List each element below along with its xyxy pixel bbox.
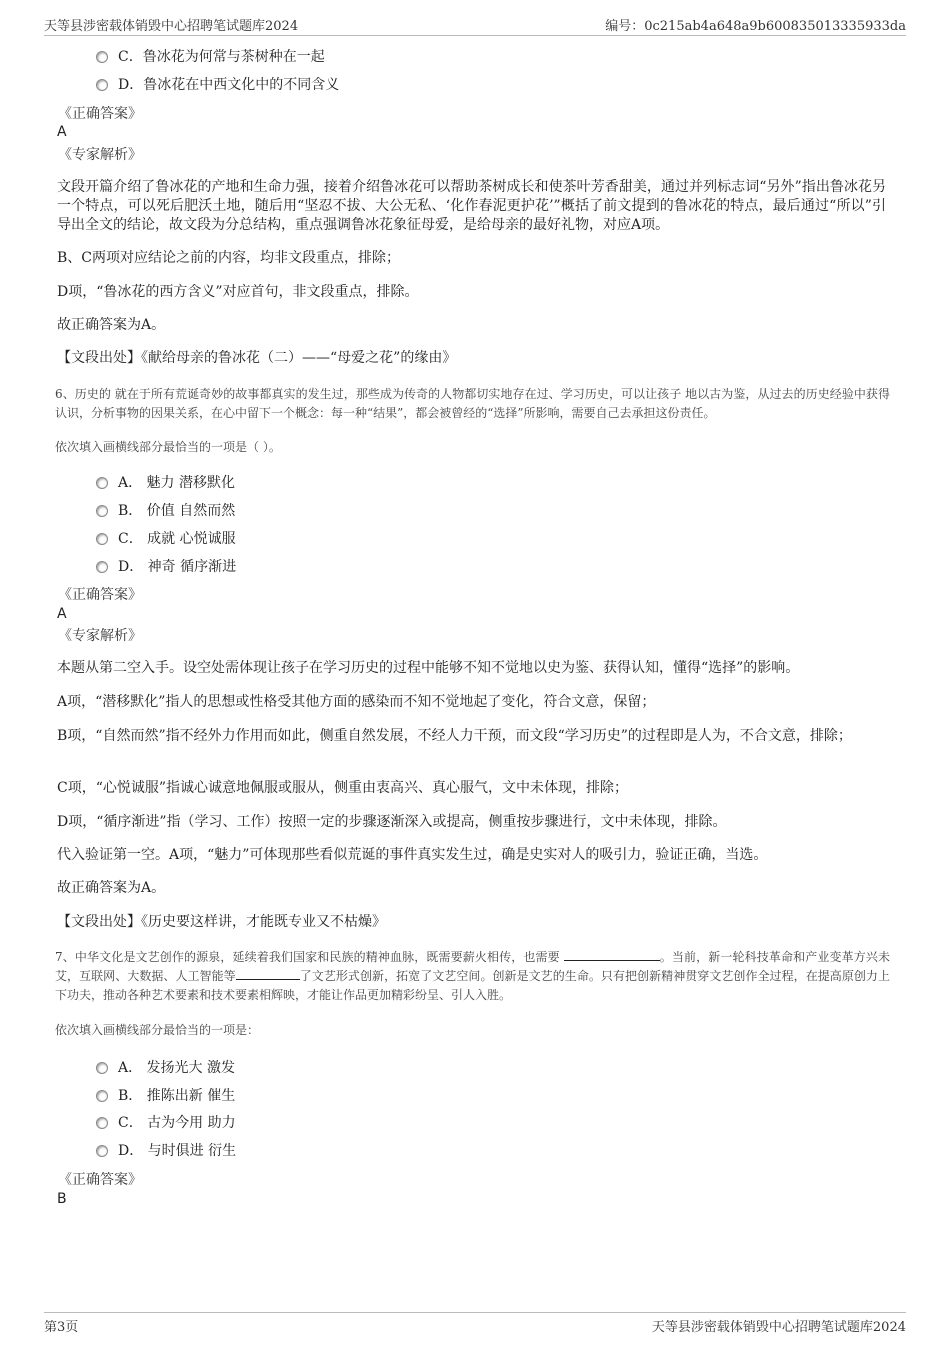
q7-option-b[interactable]: B． 推陈出新 催生 (96, 1086, 235, 1106)
q6-analysis-c: C项，“心悦诚服”指诚心诚意地佩服或服从，侧重由衷高兴、真心服气，文中未体现，排除； (57, 780, 629, 796)
q7-answer-label: 《正确答案》 (58, 1172, 142, 1188)
q5-option-c[interactable]: C．鲁冰花为何常与茶树种在一起 (96, 47, 325, 67)
q6-analysis-b: B项，“自然而然”指不经外力作用而如此，侧重自然发展，不经人力干预，而文段“学习历史”的过程即是人为，不合文意，排除； (57, 728, 852, 744)
q6-analysis-intro: 本题从第二空入手。设空处需体现让孩子在学习历史的过程中能够不知不觉地以史为鉴、获得认知，懂得“选择”的影响。 (57, 660, 800, 676)
q6-answer: A (57, 606, 67, 622)
q5-conclusion: 故正确答案为A。 (57, 317, 166, 333)
q7-option-a[interactable]: A． 发扬光大 激发 (96, 1058, 235, 1078)
radio-icon[interactable] (96, 1117, 108, 1129)
radio-icon[interactable] (96, 79, 108, 91)
q6-source: 【文段出处】《历史要这样讲，才能既专业又不枯燥》 (57, 914, 386, 930)
q7-prompt: 依次填入画横线部分最恰当的一项是： (55, 1023, 260, 1037)
header-title: 天等县涉密载体销毁中心招聘笔试题库2024 (44, 19, 299, 34)
q6-option-d[interactable]: D． 神奇 循序渐进 (96, 557, 236, 577)
radio-icon[interactable] (96, 477, 108, 489)
page-header (44, 13, 906, 36)
radio-icon[interactable] (96, 1062, 108, 1074)
page-footer (44, 1312, 906, 1335)
radio-icon[interactable] (96, 533, 108, 545)
radio-icon[interactable] (96, 1090, 108, 1102)
q7-stem: 7、中华文化是文艺创作的源泉，延续着我们国家和民族的精神血脉，既需要薪火相传，也需要 。当前，新一轮科技革命和产业变革方兴未艾，互联网、大数据、人工智能等 了文艺形式创新，拓宽了文艺空间。创新是文艺的生命。只有把创新精神贯穿文艺创作全过程，在提高原创力上下功夫，推动各种艺术要素和技术要素相辉映，才能让作品更加精彩纷呈、引人入胜。 (55, 950, 890, 1002)
q5-source: 【文段出处】《献给母亲的鲁冰花（二）——“母爱之花”的缘由》 (57, 350, 457, 366)
q5-option-d[interactable]: D．鲁冰花在中西文化中的不同含义 (96, 75, 339, 95)
page-number: 第3页 (44, 1320, 79, 1335)
q6-option-b[interactable]: B． 价值 自然而然 (96, 501, 235, 521)
q7-option-d[interactable]: D． 与时俱进 衍生 (96, 1141, 236, 1161)
q5-analysis-main: 文段开篇介绍了鲁冰花的产地和生命力强，接着介绍鲁冰花可以帮助茶树成长和使茶叶芳香甜美，通过并列标志词“另外”指出鲁冰花另一个特点，可以死后肥沃土地，随后用“坚忍不拔、大公无私、‘化作春泥更护花’”概括了前文提到的鲁冰花的特点，最后通过“所以”引导出全文的结论，故文段为分总结构，重点强调鲁冰花象征母爱，是给母亲的最好礼物，对应A项。 (57, 179, 886, 233)
q6-prompt: 依次填入画横线部分最恰当的一项是（ ）。 (55, 440, 281, 454)
q7-blank-2 (236, 968, 300, 980)
header-serial: 编号：0c215ab4a648a9b600835013335933da (605, 19, 906, 34)
q7-option-c[interactable]: C． 古为今用 助力 (96, 1113, 236, 1133)
q6-stem: 6、历史的 就在于所有荒诞奇妙的故事都真实的发生过，那些成为传奇的人物都切实地存在过、学习历史，可以让孩子 地以古为鉴，从过去的历史经验中获得认识，分析事物的因果关系，在心中留下一个概念：每一种“结果”，都会被曾经的“选择”所影响，需要自己去承担这份责任。 (55, 387, 890, 420)
footer-title: 天等县涉密载体销毁中心招聘笔试题库2024 (651, 1320, 906, 1335)
radio-icon[interactable] (96, 561, 108, 573)
q5-analysis-d: D项，“鲁冰花的西方含义”对应首句，非文段重点，排除。 (57, 284, 419, 300)
q6-option-c[interactable]: C． 成就 心悦诚服 (96, 529, 236, 549)
q7-blank-1 (564, 949, 660, 961)
q5-analysis-label: 《专家解析》 (58, 147, 142, 163)
q6-answer-label: 《正确答案》 (58, 587, 142, 603)
q6-option-a[interactable]: A． 魅力 潜移默化 (96, 473, 235, 493)
q7-answer: B (57, 1191, 67, 1207)
q6-conclusion: 故正确答案为A。 (57, 880, 166, 896)
q6-analysis-d: D项，“循序渐进”指（学习、工作）按照一定的步骤逐渐深入或提高，侧重按步骤进行，文中未体现，排除。 (57, 814, 727, 830)
q6-verify: 代入验证第一空。A项，“魅力”可体现那些看似荒诞的事件真实发生过，确是史实对人的吸引力，验证正确，当选。 (57, 847, 768, 863)
radio-icon[interactable] (96, 505, 108, 517)
radio-icon[interactable] (96, 1145, 108, 1157)
q6-analysis-a: A项，“潜移默化”指人的思想或性格受其他方面的感染而不知不觉地起了变化，符合文意，保留； (57, 694, 656, 710)
q5-analysis-bc: B、C两项对应结论之前的内容，均非文段重点，排除； (57, 250, 400, 266)
q5-answer: A (57, 124, 67, 140)
q6-analysis-label: 《专家解析》 (58, 628, 142, 644)
radio-icon[interactable] (96, 51, 108, 63)
q5-answer-label: 《正确答案》 (58, 106, 142, 122)
